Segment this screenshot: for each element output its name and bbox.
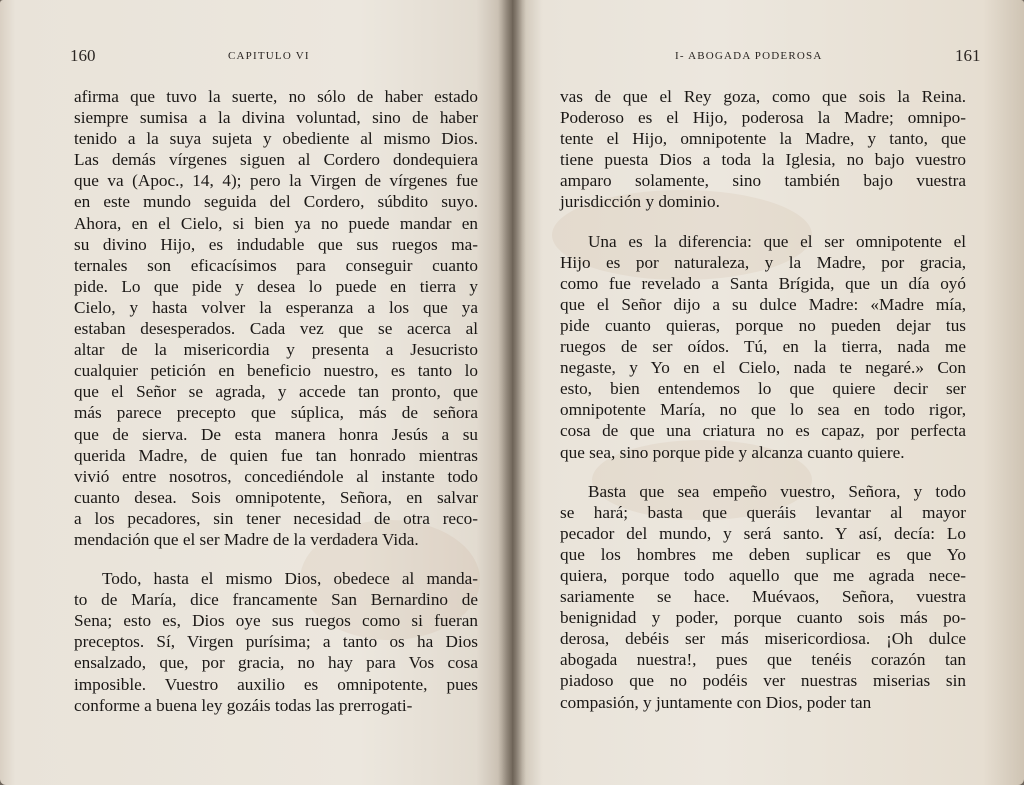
text-line: más parece precepto que súplica, más de señora [74, 403, 478, 423]
text-line: Sena; esto es, Dios oye sus ruegos como si fueran [74, 611, 478, 631]
text-line: en este mundo seguida del Cordero, súbdito suyo. [74, 192, 478, 212]
text-line: tenido a la suya sujeta y obediente al mismo Dios. [74, 129, 478, 149]
text-line: a los pecadores, sin tener necesidad de otra reco- [74, 508, 478, 528]
paragraph-gap [560, 213, 966, 231]
paragraph [560, 481, 966, 713]
text-line: quiera, porque todo aquello que me agrada nece- [560, 565, 966, 585]
running-head [0, 46, 512, 70]
text-line: Todo, hasta el mismo Dios, obedece al manda- [102, 569, 478, 589]
text-line: vas de que el Rey goza, como que sois la Reina. [560, 87, 966, 106]
text-line: ensalzado, que, por gracia, no hay para Vos cosa [74, 653, 478, 673]
text-line: se hará; basta que queráis levantar al mayor [560, 502, 966, 522]
text-line: querida Madre, de quien fue tan honrado mientras [74, 445, 478, 465]
text-line: derosa, debéis ser más misericordiosa. ¡Oh dulce [560, 629, 966, 649]
body-text [560, 86, 966, 713]
text-line: pide. Lo que pide y desea lo puede en tierra y [74, 276, 478, 296]
paragraph-gap [560, 463, 966, 481]
chapter-heading: I- ABOGADA PODEROSA [675, 50, 823, 62]
text-line: tente el Hijo, omnipotente la Madre, y tanto, que [560, 129, 966, 149]
text-line: Basta que sea empeño vuestro, Señora, y todo [588, 481, 966, 501]
text-line: que de sierva. De esta manera honra Jesús a su [74, 424, 478, 444]
text-line: que el Señor se agrada, y accede tan pronto, que [74, 382, 478, 402]
text-line: amparo solamente, sino también bajo vuestra [560, 171, 966, 191]
text-line: que el Señor dijo a su dulce Madre: «Madre mía, [560, 294, 966, 314]
text-line: Las demás vírgenes siguen al Cordero dondequiera [74, 150, 478, 170]
body-text [74, 86, 478, 716]
text-line: Una es la diferencia: que el ser omnipotente el [588, 231, 966, 251]
paragraph [560, 86, 966, 213]
text-line: altar de la misericordia y presenta a Jesucristo [74, 340, 478, 360]
text-line: Hijo es por naturaleza, y la Madre, por gracia, [560, 252, 966, 272]
text-line: mendación que el ser Madre de la verdadera Vida. [74, 529, 419, 549]
book-gutter [498, 0, 526, 785]
text-line: piadoso que no podéis ver nuestras miserias sin [560, 671, 966, 691]
text-line: tiene puesta Dios a toda la Iglesia, no bajo vuestro [560, 150, 966, 170]
text-line: imposible. Vuestro auxilio es omnipotente, pues [74, 674, 478, 694]
page-number: 160 [70, 46, 96, 65]
text-line: siempre sumisa a la divina voluntad, sino de haber [74, 108, 478, 128]
paragraph [74, 86, 478, 550]
text-line: negaste, y Yo en el Cielo, nada te negaré.» Con [560, 358, 966, 378]
text-line: Ahora, en el Cielo, si bien ya no puede mandar en [74, 213, 478, 233]
text-line: ternales son eficacísimos para conseguir cuanto [74, 255, 478, 275]
text-line: esto, bien entendemos lo que quiere decir ser [560, 379, 966, 399]
paragraph [74, 568, 478, 716]
text-line: compasión, y juntamente con Dios, poder tan [560, 692, 872, 712]
text-line: benignidad y poder, porque cuanto sois más po- [560, 608, 966, 628]
paragraph [560, 231, 966, 463]
text-line: sariamente se hace. Muévaos, Señora, vuestra [560, 587, 966, 607]
text-line: pecador del mundo, y será santo. Y así, decía: Lo [560, 523, 966, 543]
text-line: su divino Hijo, es indudable que sus ruegos ma- [74, 234, 478, 254]
running-head [512, 46, 1024, 70]
text-line: jurisdicción y dominio. [560, 192, 720, 212]
text-line: preceptos. Sí, Virgen purísima; a tanto os ha Dios [74, 632, 478, 652]
text-line: estaban desesperados. Cada vez que se acerca al [74, 319, 478, 339]
text-line: cuanto desea. Sois omnipotente, Señora, en salvar [74, 487, 478, 507]
text-line: ruegos de ser oídos. Tú, en la tierra, nada me [560, 337, 966, 357]
text-line: como fue revelado a Santa Brígida, que un día oyó [560, 273, 966, 293]
text-line: omnipotente María, no que lo sea en todo rigor, [560, 400, 966, 420]
text-line: cosa de que una criatura no es capaz, por perfecta [560, 421, 966, 441]
text-line: Poderoso es el Hijo, poderosa la Madre; omnipo- [560, 108, 966, 128]
text-line: que va (Apoc., 14, 4); pero la Virgen de vírgenes fue [74, 171, 478, 191]
text-line: cualquier petición en beneficio nuestro, es tanto lo [74, 361, 478, 381]
text-line: Cielo, y hasta volver la esperanza a los que ya [74, 297, 478, 317]
text-line: conforme a buena ley gozáis todas las prerrogati- [74, 695, 413, 715]
chapter-heading: CAPITULO VI [228, 50, 310, 62]
text-line: que los hombres me deben suplicar es que Yo [560, 544, 966, 564]
text-line: que sea, sino porque pide y alcanza cuanto quiere. [560, 442, 905, 462]
right-page [512, 0, 1024, 785]
text-line: vivió entre nosotros, concediéndole al instante todo [74, 466, 478, 486]
paragraph-gap [74, 550, 478, 568]
text-line: to de María, dice francamente San Bernardino de [74, 590, 478, 610]
text-line: abogada nuestra!, pues que tenéis corazón tan [560, 650, 966, 670]
page-number: 161 [955, 46, 981, 65]
text-line: afirma que tuvo la suerte, no sólo de haber estado [74, 87, 478, 106]
text-line: pide cuanto quieras, porque no pueden dejar tus [560, 315, 966, 335]
